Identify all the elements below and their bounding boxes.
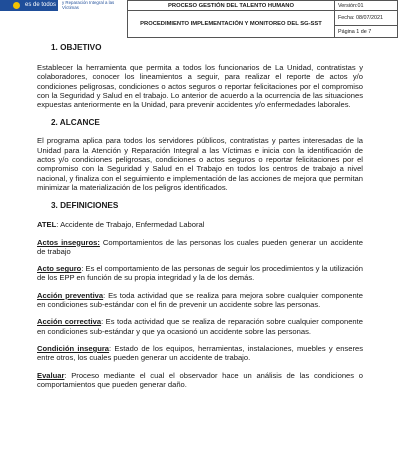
objetivo-text: Establecer la herramienta que permita a todos los funcionarios de La Unidad, contratistas y colaboradores, conocer los lineamientos a seguir, para realizar el reporte de actos y/o condiciones peligrosas, condiciones o actos seguros o reportar felicitaciones por el compromiso con la Seguridad y Salud en el trabajo. Lo anterior de acuerdo a la ocurrencia de las situaciones expuestas anteriormente en la Unidad, para prevenir accidentes y/o enfermedades laborales. xyxy=(37,63,363,110)
process-title: PROCESO GESTIÓN DEL TALENTO HUMANO xyxy=(128,1,335,11)
alcance-text: El programa aplica para todos los servidores públicos, contratistas y partes interesadas de la Unidad para la Atención y Reparación Integral a las Víctimas e inicia con la identificación de actos y/o condiciones peligrosas, condiciones o actos seguros o reportar felicitaciones por el compromiso con la Seguridad y Salud en el Trabajo en todos los centros de trabajo a nivel nacional, y finaliza con el seguimiento e implementación de las acciones de mejora que permitan minimizar la materialización de los peligros identificados. xyxy=(37,136,363,192)
definition-text: : Proceso mediante el cual el observador hace un análisis de las condiciones o comportamientos que pueden generar daño. xyxy=(37,370,363,389)
document-body xyxy=(37,42,363,389)
definition-text: Comportamientos de las personas los cuales pueden generar un accidente de trabajo xyxy=(37,237,364,256)
logo-text: es de todos xyxy=(25,2,57,8)
definition-term: Actos inseguros: xyxy=(37,237,100,247)
header-table xyxy=(127,0,398,38)
definition-text: : Accidente de Trabajo, Enfermedad Laboral xyxy=(56,220,205,230)
section-title-definiciones: 3. DEFINICIONES xyxy=(51,201,119,211)
definition-item xyxy=(37,371,363,390)
definition-item xyxy=(37,291,363,310)
procedure-title: PROCEDIMIENTO IMPLEMENTACIÓN Y MONITOREO DEL SG-SST xyxy=(128,11,335,38)
definition-item xyxy=(37,220,363,229)
definition-text: : Estado de los equipos, herramientas, instalaciones, muebles y enseres entre otros, los cuales pueden generar un accidente de trabajo. xyxy=(37,343,363,363)
definition-term: Acción correctiva xyxy=(37,317,102,327)
definition-term: Evaluar xyxy=(37,370,65,380)
definition-term: Condición insegura xyxy=(37,343,110,353)
definition-term: Acción preventiva xyxy=(37,290,104,300)
section-title-alcance: 2. ALCANCE xyxy=(51,118,100,128)
section-title-objetivo: 1. OBJETIVO xyxy=(51,43,102,52)
logo-tagline: y Reparación Integral a las Víctimas xyxy=(62,0,115,11)
definition-text: : Es el comportamiento de las personas de seguir los procedimientos y la utilización de los EPP en función de su propia integridad y la de los demás. xyxy=(37,264,363,283)
logo-mark-icon xyxy=(13,2,20,9)
definition-item xyxy=(37,264,363,283)
definition-term: ATEL xyxy=(37,220,57,230)
date-label: Fecha: 08/07/2021 xyxy=(335,11,398,26)
document-header xyxy=(0,0,400,44)
definition-text: : Es toda actividad que se realiza para mejora sobre cualquier componente en condiciones sub-estándar con el fin de prevenir un accidente sobre las personas. xyxy=(37,290,363,310)
version-label: Versión:01 xyxy=(335,1,398,11)
government-logo xyxy=(0,0,58,11)
definition-item xyxy=(37,317,363,336)
definition-item xyxy=(37,344,363,363)
definition-item xyxy=(37,238,363,257)
definition-term: Acto seguro xyxy=(37,264,82,274)
page-number: Página 1 de 7 xyxy=(335,26,398,38)
definition-text: : Es toda actividad que se realiza de reparación sobre cualquier componente en condiciones sub-estándar y que ya ocasionó un accidente sobre las personas. xyxy=(37,317,363,336)
